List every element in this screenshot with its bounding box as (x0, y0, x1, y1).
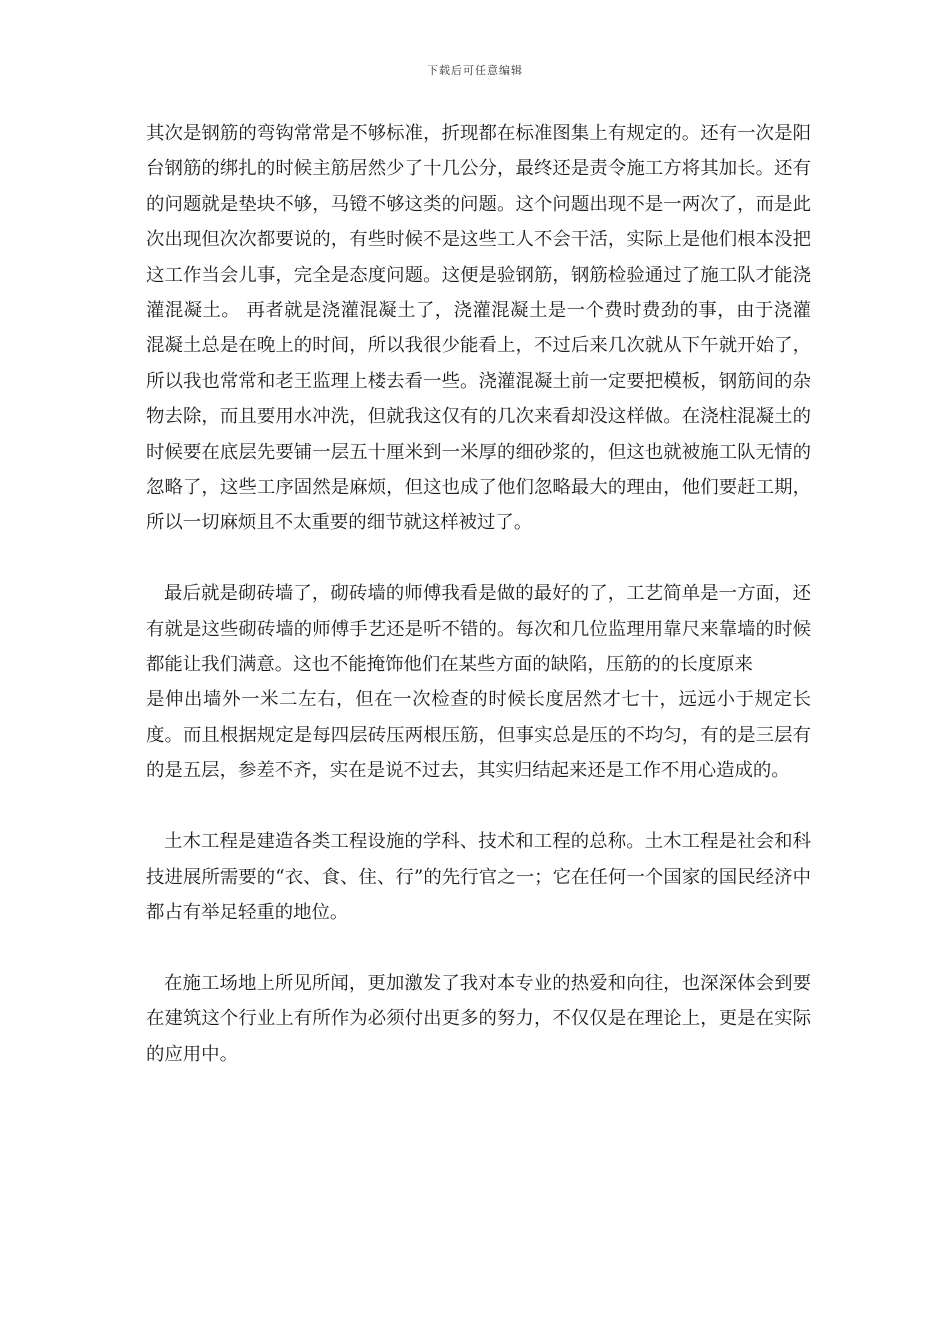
paragraph-brick-wall: 最后就是砌砖墙了，砌砖墙的师傅我看是做的最好的了，工艺简单是一方面，还有就是这些砌砖墙的师傅手艺还是听不错的。每次和几位监理用靠尺来靠墙的时候都能让我们满意。这也不能掩饰他们在某些方面的缺陷，压筋的的长度原来 (146, 583, 811, 676)
page-header: 下载后可任意编辑 (427, 64, 523, 77)
paragraph-civil-engineering: 土木工程是建造各类工程设施的学科、技术和工程的总称。土木工程是社会和科技进展所需要的“衣、食、住、行”的先行官之一；它在任何一个国家的国民经济中都占有举足轻重的地位。 (146, 831, 811, 923)
document-body (146, 116, 811, 1072)
paragraph-gap (146, 789, 811, 824)
paragraph-rebar-inspection: 其次是钢筋的弯钩常常是不够标准，折现都在标准图集上有规定的。还有一次是阳台钢筋的绑扎的时候主筋居然少了十几公分，最终还是责令施工方将其加长。还有的问题就是垫块不够，马镫不够这类的问题。这个问题出现不是一两次了，而是此次出现但次次都要说的，有些时候不是这些工人不会干活，实际上是他们根本没把这工作当会儿事，完全是态度问题。这便是验钢筋，钢筋检验通过了施工队才能浇灌混凝土。 再者就是浇灌混凝土了，浇灌混凝土是一个费时费劲的事，由于浇灌混凝土总是在晚上的时间，所以我很少能看上，不过后来几次就从下午就开始了，所以我也常常和老王监理上楼去看一些。浇灌混凝土前一定要把模板，钢筋间的杂物去除，而且要用水冲洗，但就我这仅有的几次来看却没这样做。在浇柱混凝土的时候要在底层先要铺一层五十厘米到一米厚的细砂浆的，但这也就被施工队无情的忽略了，这些工序固然是麻烦，但这也成了他们忽略最大的理由，他们要赶工期，所以一切麻烦且不太重要的细节就这样被过了。 (146, 123, 811, 534)
paragraph-reflection: 在施工场地上所见所闻，更加激发了我对本专业的热爱和向往，也深深体会到要在建筑这个行业上有所作为必须付出更多的努力，不仅仅是在理论上，更是在实际的应用中。 (146, 972, 811, 1065)
paragraph-gap (146, 541, 811, 576)
paragraph-brick-wall-continued: 是伸出墙外一米二左右，但在一次检查的时候长度居然才七十，远远小于规定长度。而且根据规定是每四层砖压两根压筋，但事实总是压的不均匀，有的是三层有的是五层，参差不齐，实在是说不过去，其实归结起来还是工作不用心造成的。 (146, 689, 811, 782)
paragraph-gap (146, 930, 811, 965)
